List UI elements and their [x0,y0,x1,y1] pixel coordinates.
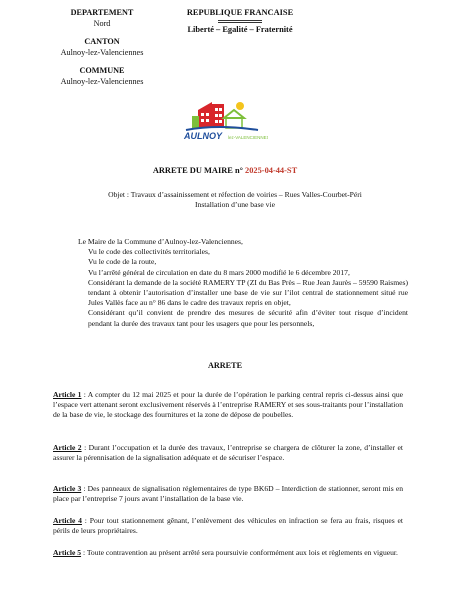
objet-block [60,190,410,210]
considerant-line: Vu le code de la route, [88,257,157,267]
considerant-line: Considérant qu’il convient de prendre des mesures de sécurité afin d’éviter tout risque d’incident pendant la durée des travaux tant pour les usagers que pour les personnels, [88,308,408,328]
article-label: Article 5 [53,548,82,557]
logo-text-main: AULNOY [184,131,222,141]
article-label: Article 4 [53,516,82,525]
article-4 [53,516,403,536]
title-prefix: ARRETE DU MAIRE n° [152,166,243,175]
article-label: Article 1 [53,390,82,399]
article-text: : Des panneaux de signalisation réglementaires de type BK6D – Interdiction de stationner, seront mis en place par l’entreprise 7 jours avant l’installation de la base vie. [53,484,403,504]
considerant-line: Considérant la demande de la société RAMERY TP (ZI du Bas Près – Rue Jean Jaurès – 59590 Raismes) tendant à obtenir l’autorisation d’installer une base de vie sur l’ilot central de stationnement situé rue Jules Vallès face au n° 86 dans le cadre des travaux repris en objet, [88,277,408,308]
devise: Liberté – Egalité – Fraternité [187,24,293,34]
article-2 [53,443,403,463]
aulnoy-logo-icon [178,98,268,144]
republique-title: REPUBLIQUE FRANCAISE [186,8,294,17]
canton-value: Aulnoy-lez-Valenciennes [60,47,144,57]
article-text: : Durant l’occupation et la durée des travaux, l’entreprise se chargera de clôturer la zone, d’installer et assurer la pérennisation de la signalisation adéquate et de sécuriser l’espace. [53,443,403,463]
considerant-line: Le Maire de la Commune d’Aulnoy-lez-Valenciennes, [78,237,243,246]
considerants-block [78,237,408,329]
considerant-line: Vu l’arrêté général de circulation en date du 8 mars 2000 modifié le 6 décembre 2017, [88,267,350,277]
objet-line-1: Objet : Travaux d’assainissement et réfection de voiries – Rues Valles-Courbet-Péri [108,190,362,199]
considerant-line: Vu le code des collectivités territoriales, [88,247,210,257]
departement-label: DEPARTEMENT [70,8,134,17]
article-1 [53,390,403,421]
article-text: : Pour tout stationnement gênant, l’enlèvement des véhicules en infraction se fera au frais, risques et périls de leurs propriétaires. [53,516,403,536]
aulnoy-logo [178,98,268,144]
article-text: : A compter du 12 mai 2025 et pour la durée de l’opération le parking central repris ci-dessus ainsi que l’espace vert attenant seront exclusivement réservés à l’entreprise RAMERY et ses sous-traitants pour l’installation de la base de vie, le stockage des fournitures et la zone de dépose de poubelles. [53,390,403,420]
commune-label: COMMUNE [79,66,125,75]
objet-line-2: Installation d’une base vie [195,200,275,209]
arrete-heading: ARRETE [207,361,243,370]
canton-label: CANTON [84,37,120,46]
header-republic-block [170,8,310,35]
header-administrative-block [28,8,176,87]
article-5 [53,548,403,558]
commune-value: Aulnoy-lez-Valenciennes [60,76,144,86]
article-label: Article 3 [53,484,82,493]
departement-value: Nord [93,18,111,28]
article-3 [53,484,403,504]
article-label: Article 2 [53,443,82,452]
article-text: : Toute contravention au présent arrêté sera poursuivie conformément aux lois et règlements en vigueur. [81,548,398,557]
arrete-number: 2025-04-44-ST [245,166,298,175]
logo-text-small: lez-VALENCIENNES [228,135,268,140]
page-title [0,166,450,175]
